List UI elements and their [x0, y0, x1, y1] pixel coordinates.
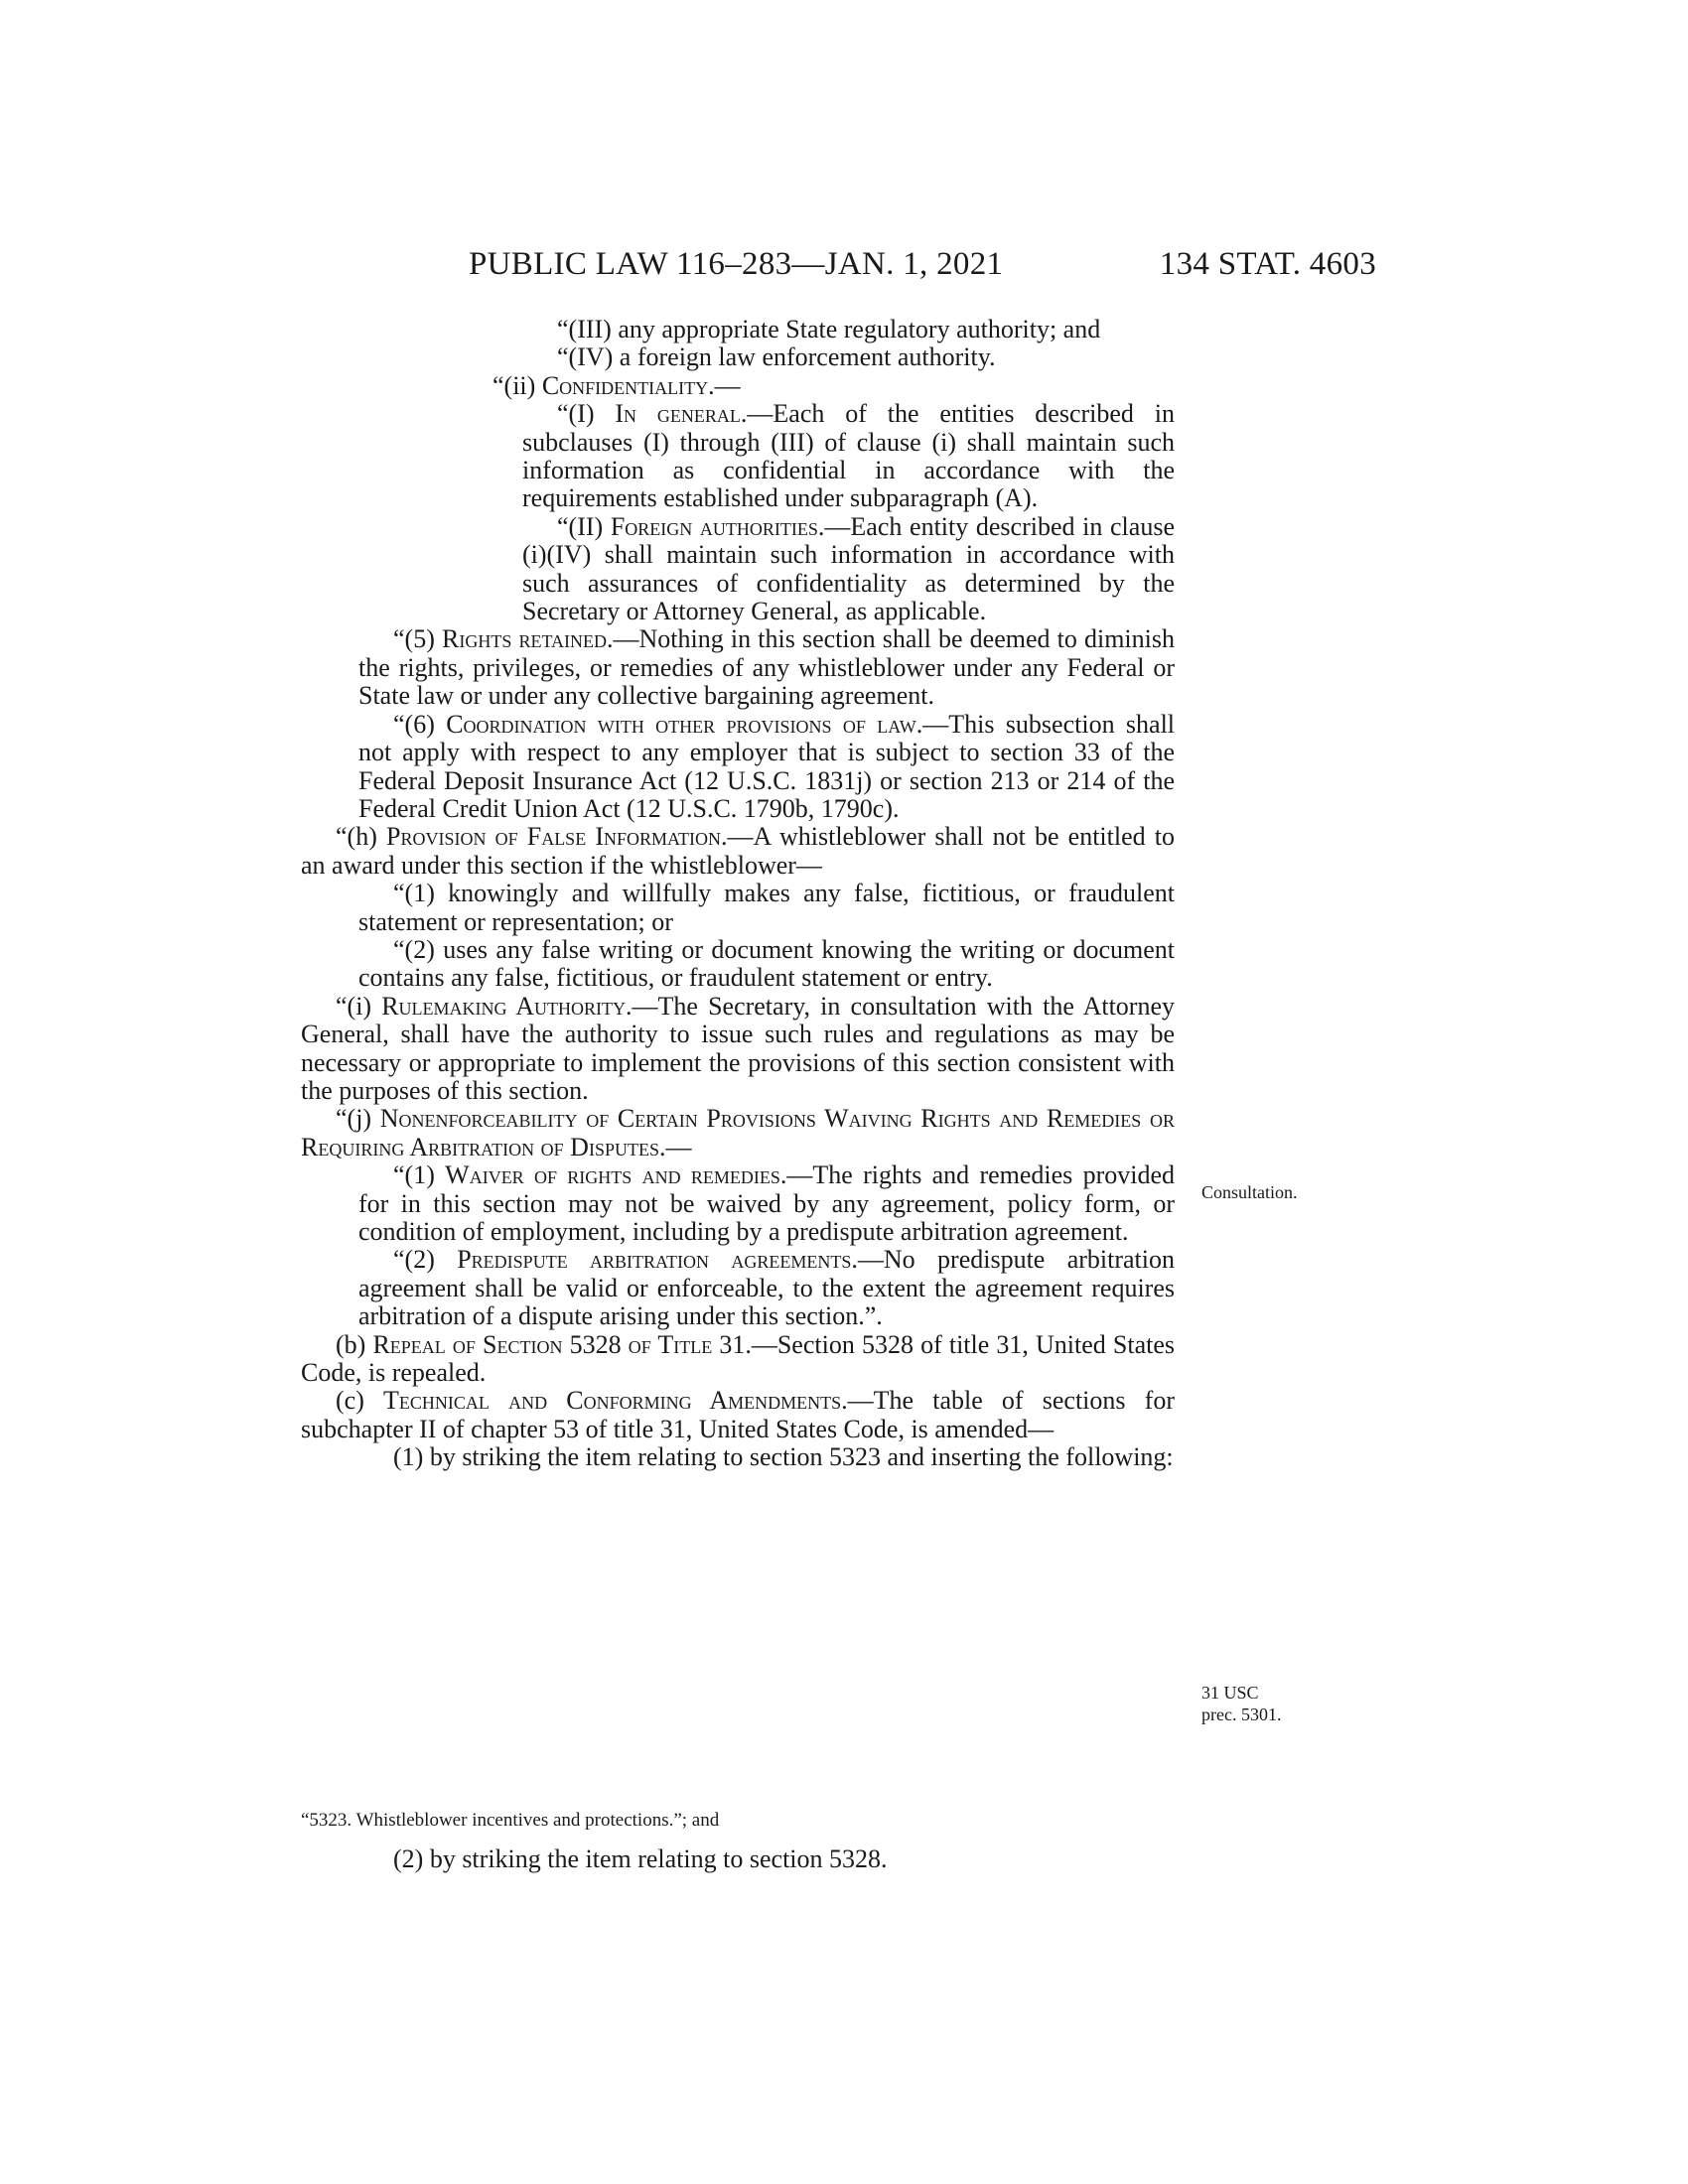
- subsection-b-repeal: (b) Repeal of Section 5328 of Title 31.—Section 5328 of title 31, United States Code, is repealed.: [301, 1329, 1175, 1388]
- subclause-iii: “(III) any appropriate State regulatory authority; and: [557, 315, 1101, 343]
- subsection-j-nonenforceability: “(j) Nonenforceability of Certain Provisions Waiving Rights and Remedies or Requiring Arbitration of Disputes.—: [301, 1104, 1175, 1161]
- heading-coordination: Coordination with other provisions of law: [446, 709, 916, 739]
- margin-note-consultation: Consultation.: [1201, 1182, 1298, 1202]
- heading-false-information: Provision of False Information: [386, 822, 721, 852]
- heading-foreign-authorities: Foreign authorities: [610, 511, 818, 541]
- statute-body: [301, 316, 1175, 1472]
- paragraph-5-rights-retained: “(5) Rights retained.—Nothing in this section shall be deemed to diminish the rights, privileges, or remedies of any whistleblower under any Federal or State law or under any collective bargaining agreement.: [358, 624, 1176, 711]
- paragraph-2-false-writing: “(2) uses any false writing or document knowing the writing or document contains any false, fictitious, or fraudulent statement or entry.: [358, 934, 1175, 993]
- heading-in-general: In general: [615, 399, 741, 429]
- paragraph-1-striking-5323: (1) by striking the item relating to section 5323 and inserting the following:: [393, 1442, 1174, 1472]
- heading-repeal: Repeal of Section 5328 of Title 31: [372, 1329, 746, 1359]
- heading-confidentiality: Confidentiality: [541, 370, 709, 400]
- subsection-c-technical-amendments: (c) Technical and Conforming Amendments.—The table of sections for subchapter II of chapter 53 of title 31, United States Code, is amended—: [301, 1386, 1175, 1443]
- heading-predispute: Predispute arbitration agreements: [457, 1245, 852, 1275]
- heading-waiver: Waiver of rights and remedies: [445, 1160, 780, 1190]
- paragraph-6-coordination: “(6) Coordination with other provisions of law.—This subsection shall not apply with respect to any employer that is subject to section 33 of the Federal Deposit Insurance Act (12 U.S.C. 1831j) or section 213 or 214 of the Federal Credit Union Act (12 U.S.C. 1790b, 1790c).: [358, 709, 1176, 823]
- subclause-i-in-general: “(I) In general.—Each of the entities described in subclauses (I) through (III) of clause (i) shall maintain such information as confidential in accordance with the requirements established under subparagraph (A).: [522, 399, 1175, 513]
- margin-note-usc-line2: prec. 5301.: [1201, 1705, 1282, 1724]
- paragraph-1-waiver: “(1) Waiver of rights and remedies.—The rights and remedies provided for in this section may not be waived by any agreement, policy form, or condition of employment, including by a predispute arbitration agreement.: [358, 1160, 1175, 1246]
- heading-nonenforceability: Nonenforceability of Certain Provisions Waiving Rights and Remedies or Requiring Arbitration of Disputes: [301, 1104, 1175, 1161]
- subclause-ii-foreign-authorities: “(II) Foreign authorities.—Each entity described in clause (i)(IV) shall maintain such information in accordance with such assurances of confidentiality as determined by the Secretary or Attorney General, as applicable.: [522, 511, 1175, 626]
- clause-ii-confidentiality: “(ii) Confidentiality.—: [492, 370, 741, 400]
- public-law-citation: PUBLIC LAW 116–283—JAN. 1, 2021: [469, 246, 1004, 282]
- heading-rights-retained: Rights retained: [442, 624, 608, 654]
- heading-technical-amendments: Technical and Conforming Amendments: [383, 1386, 842, 1416]
- paragraph-2-predispute: “(2) Predispute arbitration agreements.—No predispute arbitration agreement shall be valid or enforceable, to the extent the agreement requires arbitration of a dispute arising under this section.”.: [358, 1245, 1175, 1331]
- subsection-h-false-information: “(h) Provision of False Information.—A whistleblower shall not be entitled to an award under this section if the whistleblower—: [301, 822, 1176, 880]
- paragraph-1-false-statement: “(1) knowingly and willfully makes any false, fictitious, or fraudulent statement or representation; or: [358, 879, 1175, 936]
- subsection-i-rulemaking: “(i) Rulemaking Authority.—The Secretary, in consultation with the Attorney General, shall have the authority to issue such rules and regulations as may be necessary or appropriate to implement the provisions of this section consistent with the purposes of this section.: [301, 991, 1175, 1105]
- table-of-sections-item: “5323. Whistleblower incentives and protections.”; and: [301, 1810, 720, 1831]
- subclause-iv: “(IV) a foreign law enforcement authority.: [557, 342, 996, 372]
- heading-rulemaking: Rulemaking Authority: [381, 991, 627, 1021]
- margin-note-usc: [1201, 1682, 1281, 1725]
- paragraph-2-striking-5328: (2) by striking the item relating to section 5328.: [393, 1844, 888, 1873]
- margin-note-usc-line1: 31 USC: [1201, 1683, 1259, 1703]
- statutes-page-number: 134 STAT. 4603: [1159, 246, 1376, 282]
